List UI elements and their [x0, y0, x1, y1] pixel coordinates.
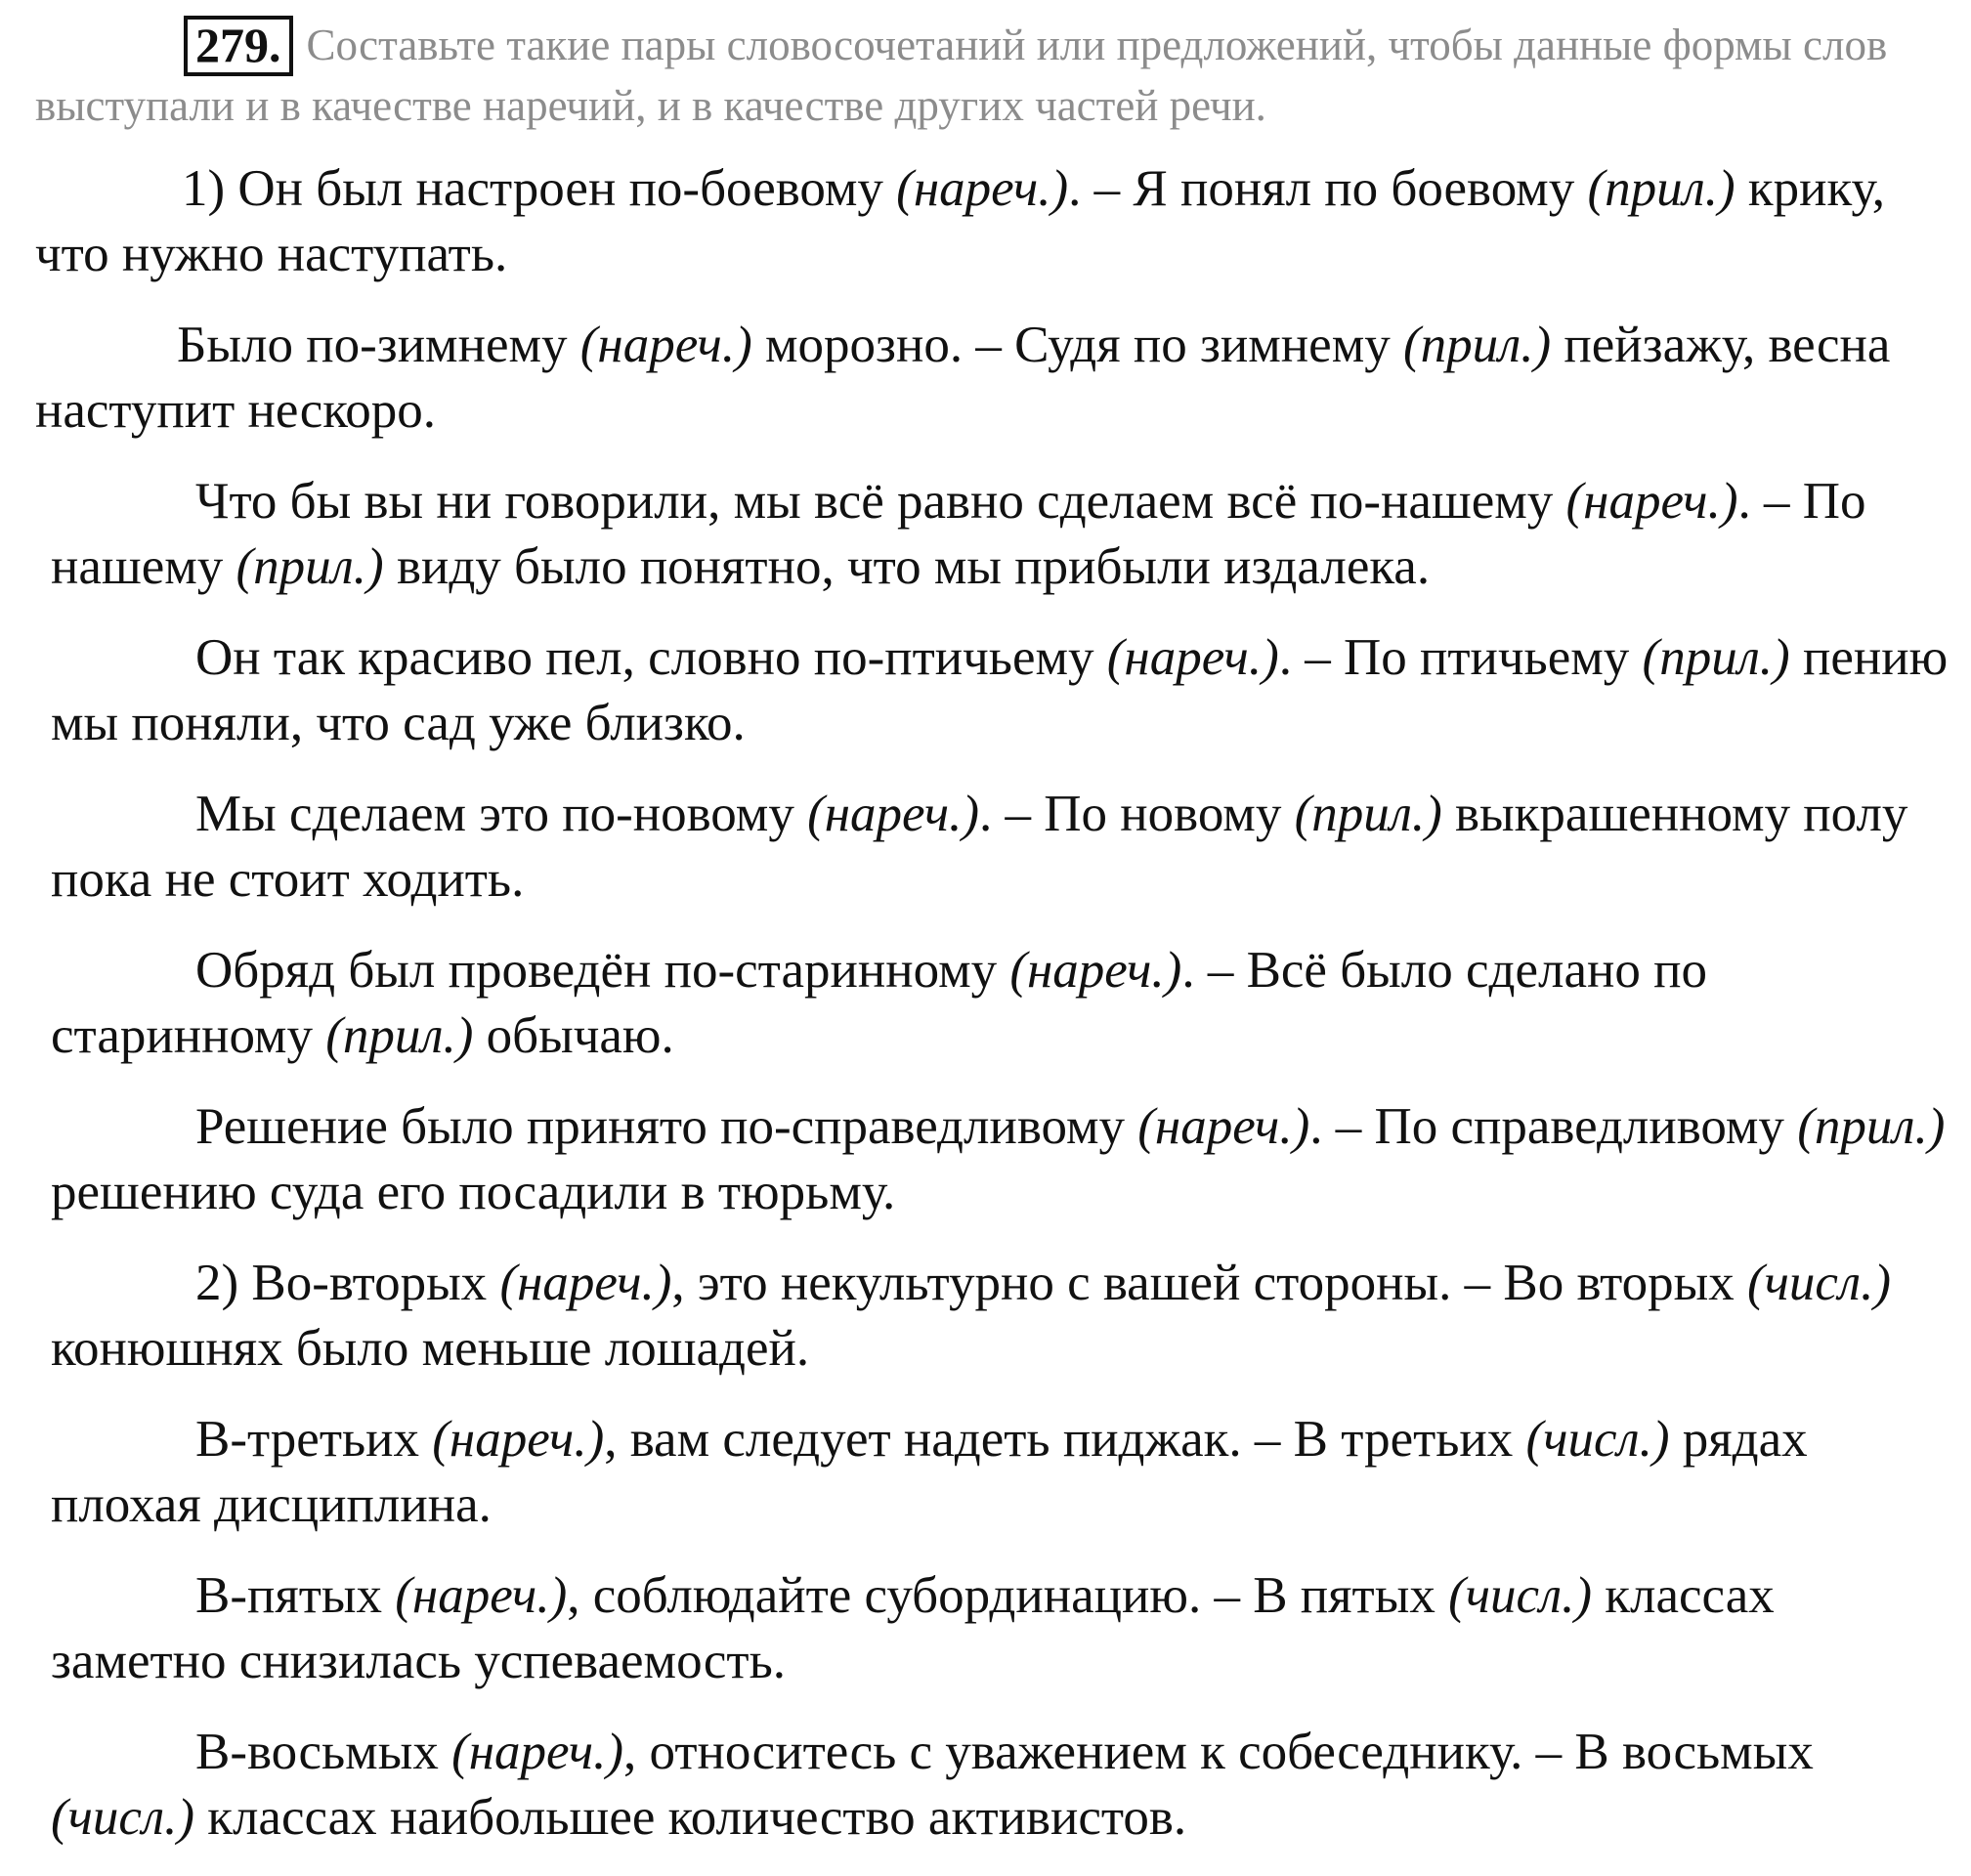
answer-text: Что бы вы ни говорили, мы всё равно сделаем всё по-нашему	[195, 473, 1566, 530]
answer-text: обычаю.	[473, 1007, 674, 1064]
answer-text: крику, что нужно наступать.	[35, 160, 1885, 282]
part-of-speech-label: (нареч.)	[1565, 473, 1738, 530]
part-of-speech-label: (нареч.)	[1106, 629, 1279, 686]
answer-text: В-восьмых	[195, 1724, 452, 1780]
answer-text: 1) Он был настроен по-боевому	[182, 160, 897, 217]
part-of-speech-label: (числ.)	[1525, 1411, 1670, 1468]
answer-paragraph	[35, 625, 1960, 756]
answer-list	[35, 156, 1960, 1876]
part-of-speech-label: (нареч.)	[807, 786, 980, 842]
answer-text: , это некультурно с вашей стороны. – Во вторых	[671, 1255, 1747, 1311]
answer-text: , вам следует надеть пиджак. – В третьих	[604, 1411, 1526, 1468]
answer-paragraph	[35, 156, 1960, 287]
answer-text: Он так красиво пел, словно по-птичьему	[195, 629, 1107, 686]
answer-text: Было по-зимнему	[177, 317, 580, 373]
answer-text: В-третьих	[195, 1411, 433, 1468]
part-of-speech-label: (нареч.)	[451, 1724, 624, 1780]
answer-text: конюшнях было меньше лошадей.	[51, 1320, 810, 1377]
answer-text: . – По новому	[979, 786, 1295, 842]
answer-paragraph	[35, 1720, 1960, 1851]
part-of-speech-label: (нареч.)	[579, 317, 752, 373]
task-instruction: Составьте такие пары словосочетаний или предложений, чтобы данные формы слов выступали и в качестве наречий, и в качестве других частей речи.	[35, 21, 1888, 130]
answer-paragraph	[35, 1407, 1960, 1538]
answer-paragraph	[35, 1563, 1960, 1694]
answer-text: . – Я понял по боевому	[1068, 160, 1588, 217]
answer-text: виду было понятно, что мы прибыли издалека.	[383, 538, 1431, 595]
part-of-speech-label: (нареч.)	[896, 160, 1069, 217]
part-of-speech-label: (числ.)	[1448, 1567, 1593, 1624]
answer-text: , относитесь с уважением к собеседнику. – В восьмых	[623, 1724, 1814, 1780]
part-of-speech-label: (прил.)	[325, 1007, 474, 1064]
answer-text: выкрашенному полу пока не стоит ходить.	[51, 786, 1908, 908]
part-of-speech-label: (прил.)	[1797, 1098, 1946, 1155]
answer-paragraph	[35, 469, 1960, 600]
answer-text: Решение было принято по-справедливому	[195, 1098, 1138, 1155]
part-of-speech-label: (прил.)	[1642, 629, 1790, 686]
answer-text: Обряд был проведён по-старинному	[195, 942, 1010, 999]
answer-text: Мы сделаем это по-новому	[195, 786, 808, 842]
answer-text: В-пятых	[195, 1567, 396, 1624]
task-number: 279.	[184, 16, 293, 76]
answer-text: пейзажу, весна наступит нескоро.	[35, 317, 1891, 439]
answer-text: пению мы поняли, что сад уже близко.	[51, 629, 1949, 751]
part-of-speech-label: (нареч.)	[395, 1567, 568, 1624]
part-of-speech-label: (прил.)	[1403, 317, 1552, 373]
answer-paragraph	[35, 1094, 1960, 1225]
answer-paragraph	[35, 938, 1960, 1069]
answer-paragraph	[35, 313, 1960, 444]
part-of-speech-label: (нареч.)	[499, 1255, 672, 1311]
part-of-speech-label: (прил.)	[236, 538, 384, 595]
answer-text: , соблюдайте субординацию. – В пятых	[567, 1567, 1449, 1624]
part-of-speech-label: (числ.)	[51, 1789, 194, 1846]
answer-text: морозно. – Судя по зимнему	[751, 317, 1403, 373]
part-of-speech-label: (нареч.)	[1009, 942, 1182, 999]
part-of-speech-label: (числ.)	[1747, 1255, 1891, 1311]
part-of-speech-label: (прил.)	[1587, 160, 1735, 217]
answer-paragraph	[35, 1251, 1960, 1382]
answer-paragraph	[35, 782, 1960, 913]
part-of-speech-label: (нареч.)	[432, 1411, 605, 1468]
answer-text: классах заметно снизилась успеваемость.	[51, 1567, 1775, 1689]
answer-text: решению суда его посадили в тюрьму.	[51, 1164, 896, 1220]
answer-text: классах наибольшее количество активистов.	[193, 1789, 1187, 1846]
answer-text: . – Всё было сделано по старинному	[51, 942, 1707, 1064]
part-of-speech-label: (нареч.)	[1137, 1098, 1310, 1155]
part-of-speech-label: (прил.)	[1294, 786, 1442, 842]
answer-text: 2) Во-вторых	[195, 1255, 500, 1311]
task-header	[35, 14, 1950, 136]
answer-text: . – По нашему	[51, 473, 1866, 595]
answer-text: рядах плохая дисциплина.	[51, 1411, 1808, 1533]
answer-text: . – По птичьему	[1278, 629, 1643, 686]
answer-text: . – По справедливому	[1309, 1098, 1798, 1155]
